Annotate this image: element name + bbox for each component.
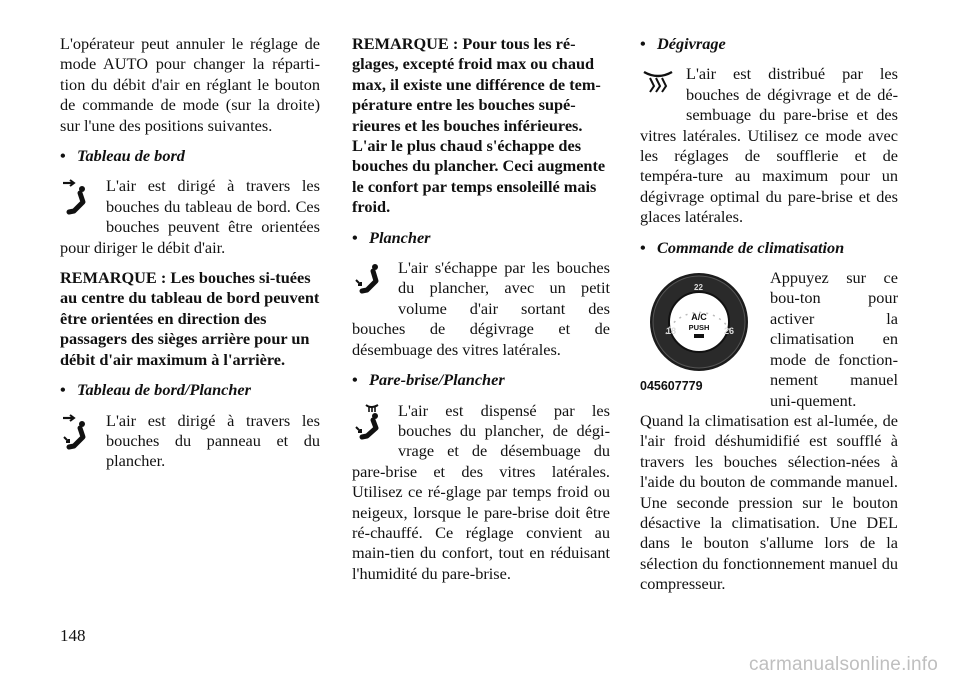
defrost-paragraph: L'air est distribué par les bouches de dégivrage et de dé-sembuage du pare-brise et des vitres latérales. Utilisez ce mode avec les réglages de soufflerie et de tempéra-ture au maximum pour un dégivrage optimal du pare-brise et des glaces latérales. (640, 64, 898, 227)
bullet-ac-title: • Commande de climatisation (640, 237, 845, 257)
dial-num-right: 26 (724, 326, 735, 337)
panel-paragraph: L'air est dirigé à travers les bouches du tableau de bord. Ces bouches peuvent être orientées pour diriger le débit d'air. (60, 176, 320, 257)
figure-code: 045607779 (640, 379, 703, 394)
bullet-dot: • (352, 227, 358, 247)
panel-mode-icon (60, 178, 106, 220)
intro-paragraph: L'opérateur peut annuler le réglage de mode AUTO pour changer la réparti-tion du débit d'air en réglant le bouton de commande de mode (sur la droite) sur l'une des positions suivantes. (60, 34, 320, 135)
defrost-floor-mode-icon (352, 403, 398, 445)
bullet-dot: • (640, 34, 646, 53)
bullet-dot: • (640, 237, 646, 257)
bilevel-mode-icon (60, 413, 106, 455)
dial-num-top: 22 (694, 283, 703, 293)
column-3 (640, 34, 898, 605)
defrost-mode-icon (640, 66, 686, 108)
bullet-dot: • (60, 380, 66, 400)
bullet-dot: • (60, 146, 66, 166)
bullet-floor-title: • Plancher (352, 227, 431, 247)
dial-num-left: 18 (666, 326, 677, 337)
bilevel-paragraph: L'air est dirigé à travers les bouches du panneau et du plancher. (60, 411, 320, 472)
bullet-bilevel-title: • Tableau de bord/Plancher (60, 380, 251, 400)
ac-paragraph: 18 22 26 A/C PUSH 045607779 Appuyez sur ce bou-ton pour activer la climatisation en mode de fonction-nement manuel uni-quement. Quand la climatisation est al-lumée, de l'air froid déshumidifié est soufflé à travers les bouches sélection-nées à l'aide du bouton de commande manuel. Une seconde pression sur le bouton désactive la climatisation. Une DEL dans le bouton s'allume lors de la sélection du fonctionnement manuel du compresseur. (640, 268, 898, 594)
floor-paragraph: L'air s'échappe par les bouches du plancher, avec un petit volume d'air sortant des bouches de dégivrage et de désembuage des vitres latérales. (352, 258, 610, 359)
column-2 (352, 34, 610, 594)
temperature-note: REMARQUE : Pour tous les ré-glages, excepté froid max ou chaud max, il existe une différence de tem-pérature entre les bouches supé-rieures et les bouches inférieures. L'air le plus chaud s'échappe des bouches du plancher. Ceci augmente le confort par temps ensoleillé mais froid. (352, 34, 606, 217)
bullet-mix-title: • Pare-brise/Plancher (352, 370, 505, 390)
dial-led (694, 334, 704, 338)
floor-mode-icon (352, 260, 398, 302)
column-1 (60, 34, 320, 482)
dial-ac-label: A/C (691, 312, 707, 323)
page-number: 148 (60, 626, 86, 645)
ac-button-dial (640, 268, 758, 398)
rear-vents-note: REMARQUE : Les bouches si-tuées au centre du tableau de bord peuvent être orientées en direction des passagers des sièges arrière pour un débit d'air maximum à l'arrière. (60, 268, 320, 369)
watermark: carmanualsonline.info (748, 654, 938, 675)
bullet-panel-title: • Tableau de bord (60, 146, 185, 166)
bullet-dot: • (352, 370, 358, 390)
mix-paragraph: L'air est dispensé par les bouches du plancher, de dégi-vrage et de désembuage du pare-brise et des vitres latérales. Utilisez ce ré-glage par temps froid ou neigeux, lorsque le pare-brise doit être ré-chauffé. Ce réglage convient au main-tien du confort, tout en réduisant l'humidité du pare-brise. (352, 400, 610, 583)
dial-push-label: PUSH (688, 323, 710, 333)
bullet-defrost-title: • Dégivrage (640, 34, 726, 53)
